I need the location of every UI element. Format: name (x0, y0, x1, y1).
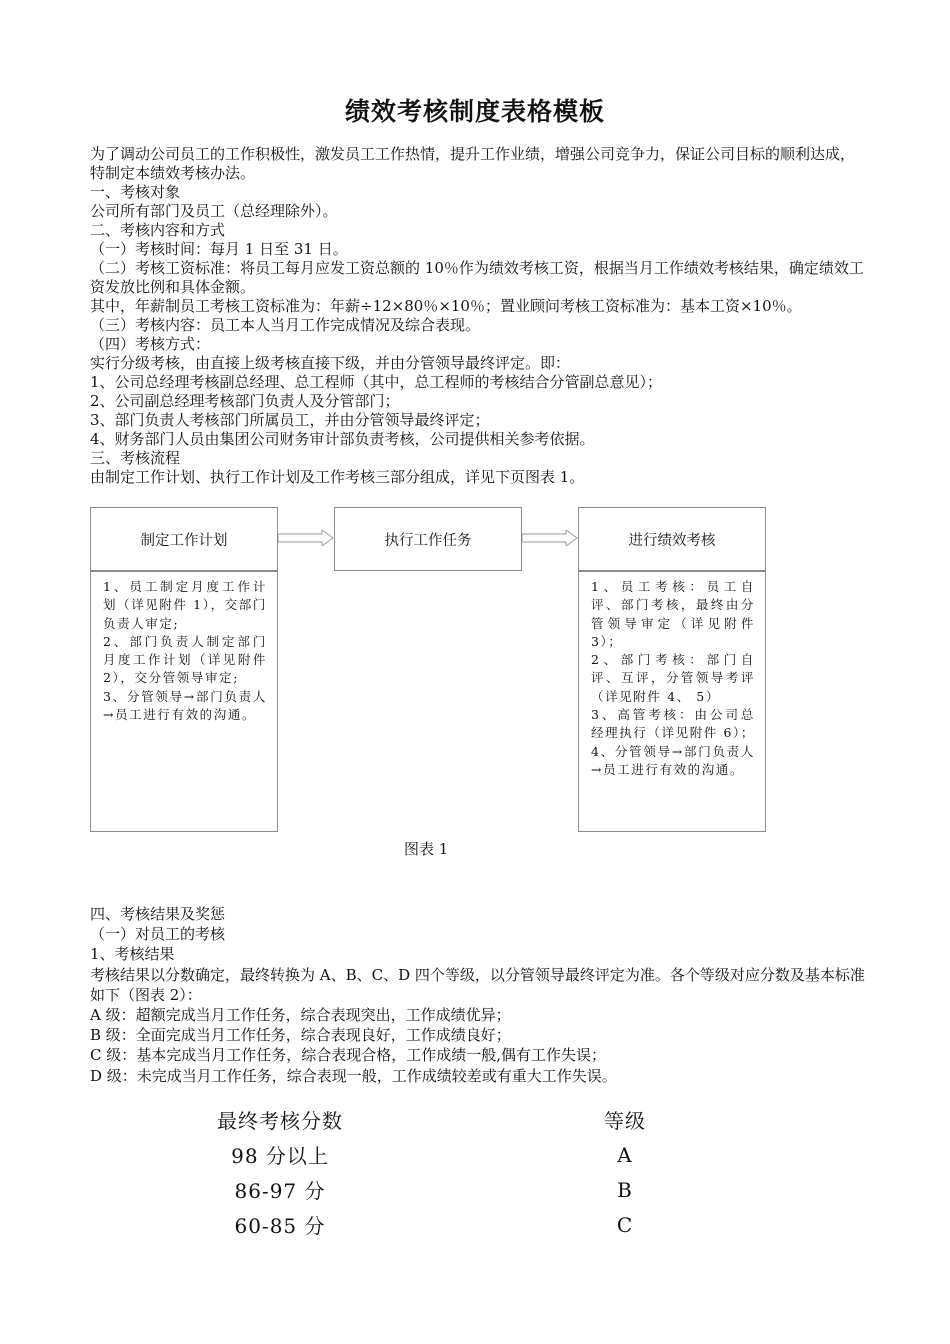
grade-description: C 级：基本完成当月工作任务，综合表现合格，工作成绩一般,偶有工作失误； (90, 1046, 607, 1065)
paragraph: 公司所有部门及员工（总经理除外）。 (90, 202, 338, 220)
table-cell: 98 分以上 (231, 1144, 329, 1168)
paragraph: （一）考核时间：每月 1 日至 31 日。 (90, 240, 348, 258)
section-heading: 四、考核结果及奖惩 (90, 905, 226, 923)
subsection-heading: （一）对员工的考核 (90, 925, 226, 944)
table-cell: 86-97 分 (234, 1179, 326, 1203)
paragraph: （四）考核方式： (90, 335, 211, 353)
flow-detail-item: 2、部门负责人制定部门月度工作计划（详见附件 2），交分管领导审定; (103, 633, 267, 686)
figure-caption: 图表 1 (404, 840, 449, 858)
grade-table (180, 1102, 700, 1242)
table-row (180, 1207, 700, 1242)
paragraph: 实行分级考核，由直接上级考核直接下级，并由分管领导最终评定。即： (90, 354, 571, 372)
table-header-row (180, 1102, 700, 1137)
list-item: 3、部门负责人考核部门所属员工，并由分管领导最终评定； (90, 411, 490, 429)
flow-step-label: 执行工作任务 (384, 532, 472, 549)
flow-evaluate-details (578, 571, 766, 832)
flow-plan-details (90, 571, 278, 832)
table-cell: C (616, 1212, 634, 1237)
column-header: 等级 (604, 1109, 646, 1133)
flow-detail-item: 4、分管领导→部门负责人→员工进行有效的沟通。 (591, 743, 755, 777)
table-row (180, 1172, 700, 1207)
flow-detail-item: 3、分管领导→部门负责人→员工进行有效的沟通。 (103, 688, 267, 723)
table-cell: B (617, 1177, 633, 1202)
list-item: 1、公司总经理考核副总经理、总工程师（其中，总工程师的考核结合分管副总意见）； (90, 373, 663, 391)
list-item: 4、财务部门人员由集团公司财务审计部负责考核，公司提供相关参考依据。 (90, 430, 595, 448)
table-row (180, 1137, 700, 1172)
flow-detail-item: 1、员工制定月度工作计划（详见附件 1），交部门负责人审定; (103, 579, 267, 631)
flow-step-label: 进行绩效考核 (628, 532, 716, 549)
flow-detail-item: 1、员工考核：员工自评、部门考核，最终由分管领导审定（详见附件 3）； (591, 579, 755, 649)
list-item: 2、公司副总经理考核部门负责人及分管部门； (90, 392, 400, 410)
page-title: 绩效考核制度表格模板 (344, 97, 605, 126)
table-cell: 60-85 分 (234, 1214, 326, 1238)
paragraph: （三）考核内容：员工本人当月工作完成情况及综合表现。 (90, 316, 481, 334)
section-heading: 三、考核流程 (90, 449, 181, 467)
subsection-heading: 1、考核结果 (90, 945, 175, 964)
flow-step-plan (90, 507, 278, 571)
flow-step-execute (334, 507, 522, 571)
results-section (90, 904, 865, 1086)
grade-description: B 级：全面完成当月工作任务，综合表现良好，工作成绩良好； (90, 1026, 511, 1045)
column-header: 最终考核分数 (217, 1109, 343, 1133)
section-heading: 一、考核对象 (90, 183, 181, 201)
paragraph: 其中，年薪制员工考核工资标准为：年薪÷12×80％×10％；置业顾问考核工资标准为：基本工资×10％。 (90, 297, 802, 315)
grade-description: D 级：未完成当月工作任务，综合表现一般，工作成绩较差或有重大工作失误。 (90, 1066, 617, 1085)
flow-detail-item: 2、部门考核：部门自评、互评，分管领导考评（详见附件 4、 5） (591, 652, 755, 704)
section-heading: 二、考核内容和方式 (90, 221, 226, 239)
arrow-right-icon (522, 530, 578, 546)
paragraph: 由制定工作计划、执行工作计划及工作考核三部分组成，详见下页图表 1。 (90, 468, 585, 486)
arrow-right-icon (278, 530, 334, 546)
paragraph: （二）考核工资标准：将员工每月应发工资总额的 10％作为绩效考核工资，根据当月工作绩效考核结果，确定绩效工资发放比例和具体金额。 (90, 259, 864, 296)
intro-section (90, 145, 865, 487)
paragraph: 考核结果以分数确定，最终转换为 A、B、C、D 四个等级，以分管领导最终评定为准。各个等级对应分数及基本标准如下（图表 2）： (90, 965, 865, 1004)
flow-step-label: 制定工作计划 (140, 532, 228, 549)
grade-description: A 级：超额完成当月工作任务，综合表现突出，工作成绩优异； (90, 1006, 511, 1025)
flow-detail-item: 3、高管考核：由公司总经理执行（详见附件 6）； (591, 707, 755, 741)
flow-step-evaluate (578, 507, 766, 571)
intro-paragraph: 为了调动公司员工的工作积极性，激发员工工作热情，提升工作业绩，增强公司竞争力，保证公司目标的顺利达成，特制定本绩效考核办法。 (90, 145, 856, 182)
table-cell: A (617, 1142, 633, 1167)
